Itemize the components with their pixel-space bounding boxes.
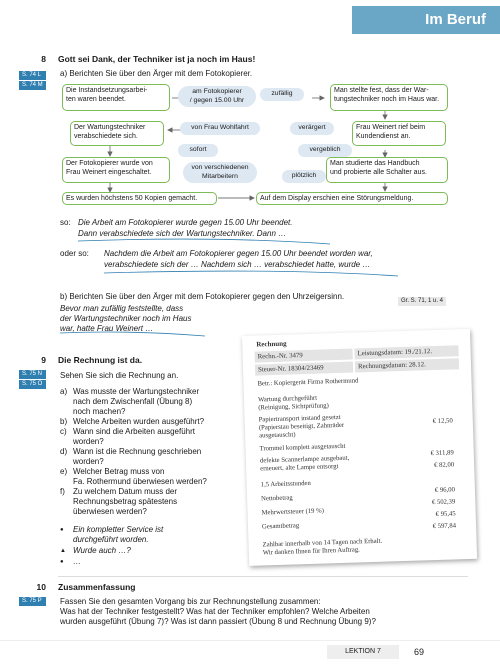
question-a-letter: a) xyxy=(60,387,68,396)
so-label: so: xyxy=(60,218,71,227)
grammar-ref[interactable]: Gr. S. 71, 1 u. 4 xyxy=(398,297,446,306)
invoice-amount: € 12,50 xyxy=(432,417,453,426)
bullet-circle-icon: ● xyxy=(60,527,64,533)
question-c-letter: c) xyxy=(60,427,67,436)
invoice-number: Rechn.-Nr. 3479 xyxy=(254,349,352,363)
dialog-line: durchgeführt worden. xyxy=(73,535,149,544)
ref-tag-s75p[interactable]: S. 75 P xyxy=(19,597,46,606)
story-box-4: Frau Weinert rief beim Kundendienst an. xyxy=(352,121,446,146)
dialog-line: Wurde auch …? xyxy=(73,546,131,555)
divider xyxy=(58,576,468,577)
exercise-8-title: Gott sei Dank, der Techniker ist ja noch im Haus! xyxy=(58,54,256,64)
task-b: b) Berichten Sie über den Ärger mit dem Fotokopierer gegen den Uhrzeigersinn. xyxy=(60,292,345,301)
invoice-line: Nettobetrag xyxy=(261,494,293,503)
ref-tag-s75n[interactable]: S. 75 N xyxy=(19,370,46,379)
invoice-amount: € 502,39 xyxy=(431,498,456,507)
b-line-1: Bevor man zufällig feststellte, dass xyxy=(60,304,184,313)
question-d-line: Wann ist die Rechnung geschrieben xyxy=(73,447,202,456)
cloud-von-frau-wohlfahrt: von Frau Wohlfahrt xyxy=(180,122,260,135)
invoice-line: defekte Scannerlampe ausgebaut, xyxy=(259,454,350,465)
page-footer xyxy=(0,640,500,660)
ref-tag-s74m[interactable]: S. 74 M xyxy=(19,81,46,90)
cloud-veraergert: verärgert xyxy=(290,122,334,135)
section-title: Im Beruf xyxy=(425,11,486,28)
so-line-2: Dann verabschiedete sich der Wartungstechniker. Dann … xyxy=(78,229,287,238)
question-b-letter: b) xyxy=(60,417,68,426)
invoice-tax-number: Steuer-Nr. 18304/23469 xyxy=(255,362,353,376)
invoice-date: Rechnungsdatum: 28.12. xyxy=(355,358,459,372)
task-a: a) Berichten Sie über den Ärger mit dem Fotokopierer. xyxy=(60,69,253,78)
invoice-line: (Reinigung, Sichtprüfung) xyxy=(258,402,329,412)
lesson-label: LEKTION 7 xyxy=(327,645,399,659)
exercise-9-title: Die Rechnung ist da. xyxy=(58,355,143,365)
b-line-2: der Wartungstechniker noch im Haus xyxy=(60,314,192,323)
invoice-line: (Papierstau beseitigt, Zahnräder xyxy=(258,421,345,432)
story-box-3: Der Wartungstechniker verabschiedete sich. xyxy=(70,121,164,146)
invoice-line: ausgetauscht) xyxy=(259,431,296,440)
exercise-10-number: 10 xyxy=(36,582,46,592)
invoice-line: 1,5 Arbeitsstunden xyxy=(260,479,311,489)
page-number: 69 xyxy=(414,647,425,657)
ref-tag-s74l[interactable]: S. 74 L xyxy=(19,71,46,80)
story-box-5: Der Fotokopierer wurde von Frau Weinert eingeschaltet. xyxy=(62,157,170,183)
invoice-amount: € 311,89 xyxy=(430,449,454,458)
question-f-line: Rechnungsbetrag spätestens xyxy=(73,497,178,506)
invoice-amount: € 597,84 xyxy=(432,522,457,531)
question-e-line: Welcher Betrag muss von xyxy=(73,467,165,476)
oder-line-2: verabschiedete sich der … Nachdem sich … verabschiedet hatte, wurde … xyxy=(104,260,371,269)
cloud-zufaellig: zufällig xyxy=(260,88,304,101)
cloud-ploetzlich: plötzlich xyxy=(282,170,326,183)
invoice-title: Rechnung xyxy=(256,339,287,349)
b-line-3: war, hatte Frau Weinert … xyxy=(60,324,154,333)
question-f-letter: f) xyxy=(60,487,65,496)
cloud-sofort: sofort xyxy=(178,144,218,157)
story-box-8: Auf dem Display erschien eine Störungsmeldung. xyxy=(256,192,448,205)
so-line-1: Die Arbeit am Fotokopierer wurde gegen 15.00 Uhr beendet. xyxy=(78,218,293,227)
question-a-line: Was musste der Wartungstechniker xyxy=(73,387,200,396)
question-e-line: Fa. Rothermund überwiesen werden? xyxy=(73,477,207,486)
dialog-line: Ein kompletter Service ist xyxy=(73,525,164,534)
bullet-triangle-icon: ▲ xyxy=(60,548,66,554)
invoice-line: Mehrwertsteuer (19 %) xyxy=(261,507,325,517)
invoice-footer: Wir danken Ihnen für Ihren Auftrag. xyxy=(262,546,360,557)
invoice-card xyxy=(242,329,477,566)
invoice-line: erneuert, alte Lampe entsorgt xyxy=(260,463,339,473)
exercise-9-intro: Sehen Sie sich die Rechnung an. xyxy=(60,371,179,380)
invoice-line: Gesamtbetrag xyxy=(261,522,300,531)
question-c-line: Wann sind die Arbeiten ausgeführt xyxy=(73,427,196,436)
cloud-am-fotokopierer: am Fotokopierer / gegen 15.00 Uhr xyxy=(178,86,256,107)
invoice-service-date: Leistungsdatum: 19./21.12. xyxy=(354,345,458,359)
question-b-line: Welche Arbeiten wurden ausgeführt? xyxy=(73,417,205,426)
exercise-9-number: 9 xyxy=(41,355,46,365)
exercise-10-title: Zusammenfassung xyxy=(58,582,136,592)
question-c-line: worden? xyxy=(73,437,104,446)
question-f-line: Zu welchem Datum muss der xyxy=(73,487,178,496)
invoice-line: Wartung durchgeführt xyxy=(257,394,318,404)
ref-tag-s75o[interactable]: S. 75 O xyxy=(19,380,46,389)
invoice-line: Trommel komplett ausgetauscht xyxy=(259,442,346,453)
question-a-line: noch machen? xyxy=(73,407,126,416)
invoice-footer: Zahlbar innerhalb von 14 Tagen nach Erhalt. xyxy=(262,537,383,549)
oder-line-1: Nachdem die Arbeit am Fotokopierer gegen 15.00 Uhr beendet worden war, xyxy=(104,249,373,258)
story-box-6: Man studierte das Handbuch und probierte alle Schalter aus. xyxy=(326,157,448,183)
bullet-circle-icon: ● xyxy=(60,559,64,565)
cloud-von-verschiedenen-mitarbeitern: von verschiedenen Mitarbeitern xyxy=(183,162,257,183)
story-box-1: Die Instandsetzungsarbei- ten waren beendet. xyxy=(62,84,170,111)
summary-line-2: Was hat der Techniker festgestellt? Was hat der Techniker empfohlen? Welche Arbeiten xyxy=(60,607,370,616)
question-d-line: worden? xyxy=(73,457,104,466)
summary-line-3: wurden ausgeführt (Übung 7)? Was ist dann passiert (Übung 8 und Rechnung Übung 9)? xyxy=(60,617,376,626)
story-box-7: Es wurden höchstens 50 Kopien gemacht. xyxy=(62,192,217,205)
cloud-vergeblich: vergeblich xyxy=(298,144,352,157)
question-a-line: nach dem Zwischenfall (Übung 8) xyxy=(73,397,193,406)
oder-label: oder so: xyxy=(60,249,89,258)
invoice-amount: € 95,45 xyxy=(435,510,456,519)
question-d-letter: d) xyxy=(60,447,68,456)
invoice-amount: € 82,00 xyxy=(433,461,455,470)
story-box-2: Man stellte fest, dass der War- tungstechniker noch im Haus war. xyxy=(330,84,448,111)
invoice-line: Papiertransport instand gesetzt xyxy=(258,413,341,424)
invoice-subject: Betr.: Kopiergerät Firma Rothermund xyxy=(257,377,359,388)
exercise-8-number: 8 xyxy=(41,54,46,64)
invoice-amount: € 96,00 xyxy=(434,486,456,495)
dialog-line: … xyxy=(73,557,81,566)
question-e-letter: e) xyxy=(60,467,68,476)
question-f-line: überwiesen werden? xyxy=(73,507,147,516)
summary-line-1: Fassen Sie den gesamten Vorgang bis zur Rechnungstellung zusammen: xyxy=(60,597,321,606)
